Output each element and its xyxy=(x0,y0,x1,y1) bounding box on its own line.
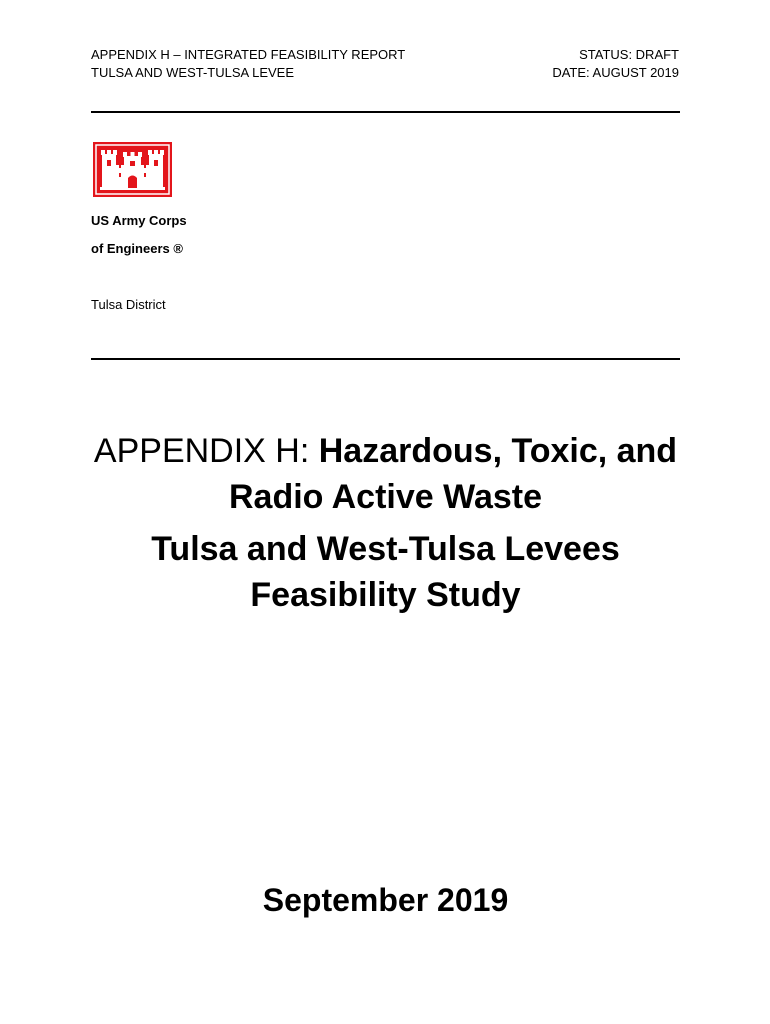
castle-icon xyxy=(93,142,172,197)
org-name-line2: of Engineers ® xyxy=(91,241,183,256)
header-right xyxy=(552,46,679,82)
subtitle-line2: Feasibility Study xyxy=(250,576,521,614)
title-divider xyxy=(91,358,680,360)
org-district: Tulsa District xyxy=(91,297,166,312)
title-main-text: Hazardous, Toxic, and Radio Active Waste xyxy=(228,432,678,516)
header-status: STATUS: DRAFT xyxy=(579,47,679,62)
header-date: DATE: AUGUST 2019 xyxy=(552,65,679,80)
title-prefix: APPENDIX H: xyxy=(93,432,319,470)
header-left xyxy=(91,46,405,82)
subtitle-line1: Tulsa and West-Tulsa Levees xyxy=(151,530,620,568)
header-project-name: TULSA AND WEST-TULSA LEVEE xyxy=(91,65,295,80)
document-date: September 2019 xyxy=(262,882,509,918)
document-subtitle xyxy=(91,526,680,618)
header-report-title: APPENDIX H – INTEGRATED FEASIBILITY REPORT xyxy=(91,47,406,62)
header-divider xyxy=(91,111,680,113)
document-title xyxy=(91,428,680,520)
org-name-line1: US Army Corps xyxy=(91,213,187,228)
